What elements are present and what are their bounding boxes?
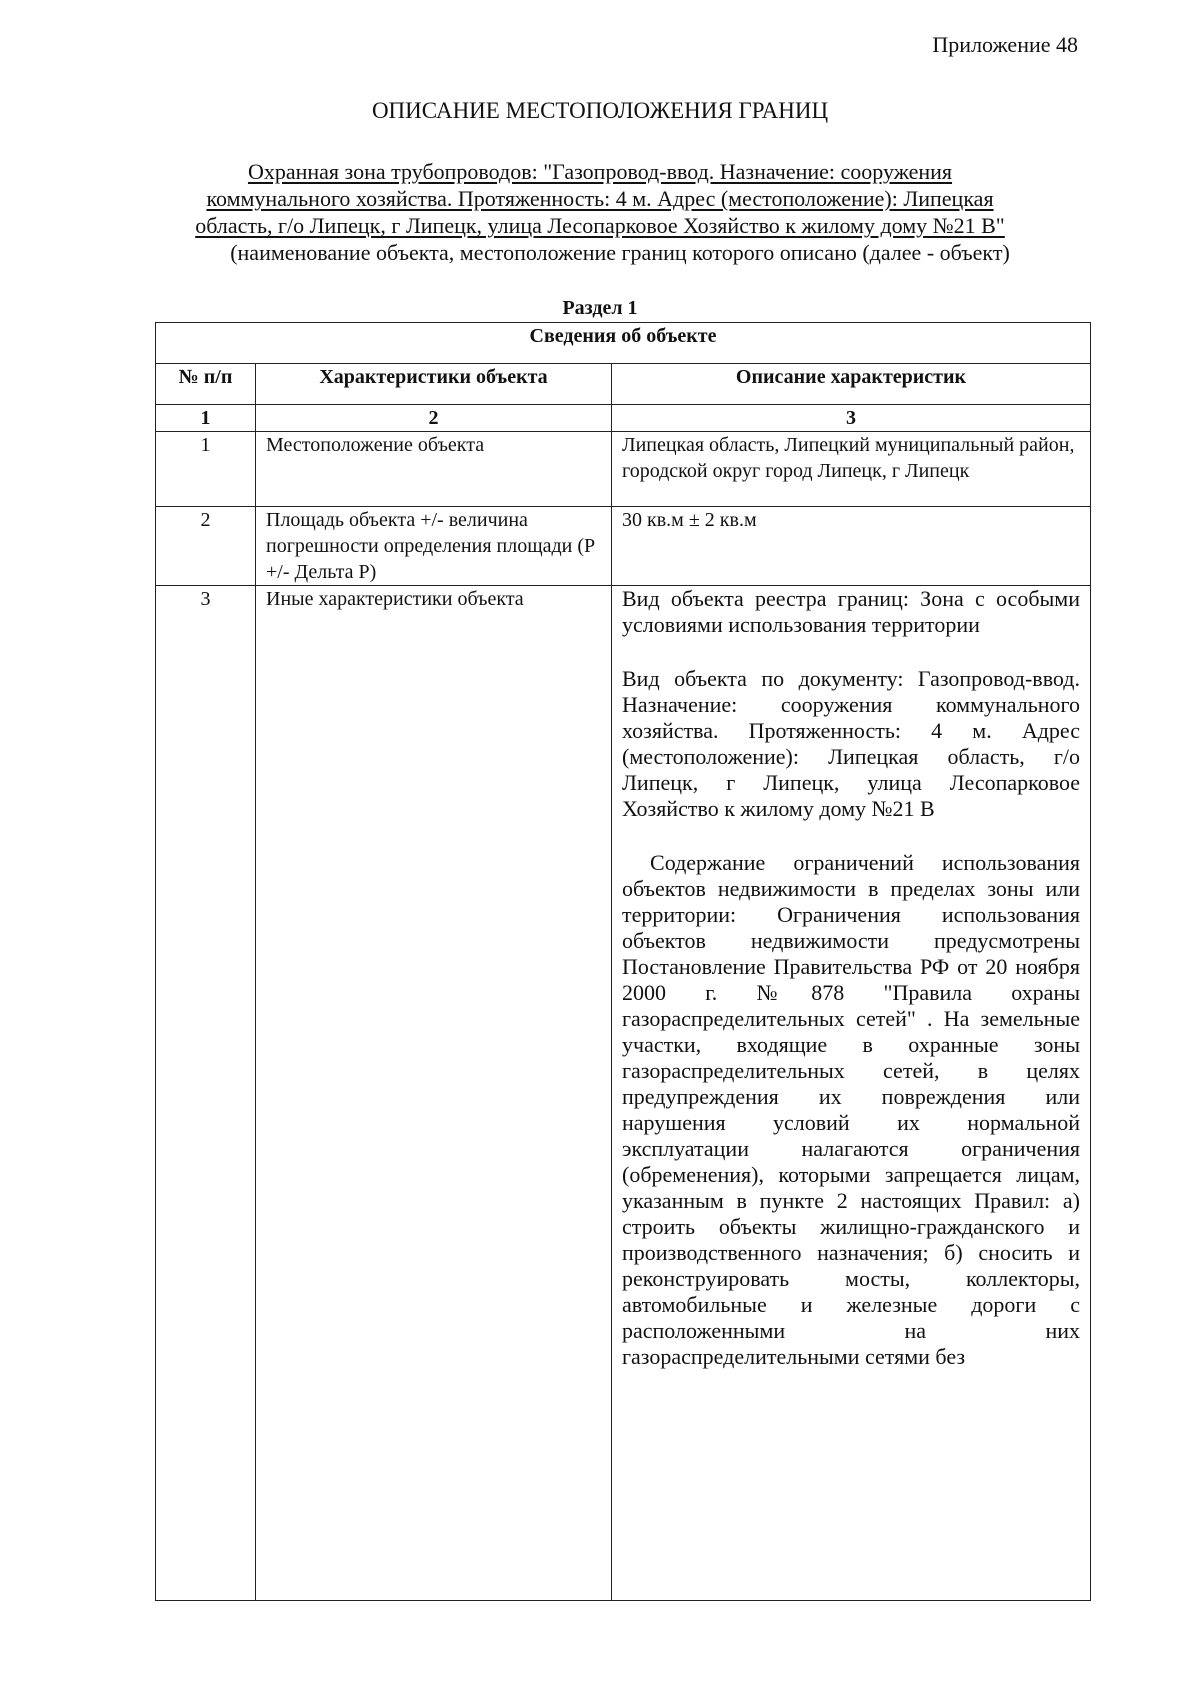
- row-characteristic: Иные характеристики объекта: [256, 586, 612, 1601]
- table-header-row: [156, 364, 1091, 405]
- row-number: 2: [156, 507, 256, 586]
- column-header-characteristic: Характеристики объекта: [256, 364, 612, 405]
- description-paragraph: Вид объекта реестра границ: Зона с особыми условиями использования территории: [622, 586, 1080, 637]
- row-description: Липецкая область, Липецкий муниципальный район, городской округ город Липецк, г Липецк: [612, 432, 1091, 507]
- description-paragraph: Содержание ограничений использования объектов недвижимости в пределах зоны или территории: Ограничения использования объектов недвижимости предусмотрены Постановление Правительства РФ от 20 ноября 2000 г. №878 "Правила охраны газораспределительных сетей" . На земельные участки, входящие в охранные зоны газораспределительных сетей, в целях предупреждения их повреждения или нарушения условий их нормальной эксплуатации налагаются ограничения (обременения), которыми запрещается лицам, указанным в пункте 2 настоящих Правил: а) строить объекты жилищно-гражданского и производственного назначения; б) сносить и реконструировать мосты, коллекторы, автомобильные и железные дороги с расположенными на них газораспределительными сетями без: [622, 850, 1086, 1369]
- object-caption: (наименование объекта, местоположение границ которого описано (далее - объект): [230, 240, 1010, 265]
- row-description: 30 кв.м ± 2 кв.м: [612, 507, 1091, 586]
- object-name-line: Охранная зона трубопроводов: "Газопровод-ввод. Назначение: сооружения: [247, 159, 953, 184]
- object-name: [140, 158, 1060, 239]
- object-name-line: область, г/о Липецк, г Липецк, улица Лесопарковое Хозяйство к жилому дому №21 В": [195, 213, 1005, 238]
- column-number: 1: [156, 405, 256, 432]
- row-number: 1: [156, 432, 256, 507]
- row-characteristic: Площадь объекта +/- величина погрешности определения площади (Р +/- Дельта Р): [256, 507, 612, 586]
- row-description: [612, 586, 1091, 1601]
- table-row: [156, 507, 1091, 586]
- section-title: Раздел 1: [562, 297, 638, 319]
- column-header-number: № п/п: [156, 364, 256, 405]
- column-number: 2: [256, 405, 612, 432]
- table-row: [156, 586, 1091, 1601]
- object-name-line: коммунального хозяйства. Протяженность: 4 м. Адрес (местоположение): Липецкая: [206, 186, 994, 211]
- column-number-row: [156, 405, 1091, 432]
- column-number: 3: [612, 405, 1091, 432]
- column-header-description: Описание характеристик: [612, 364, 1091, 405]
- table-caption: Сведения об объекте: [156, 323, 1091, 364]
- table-row: [156, 432, 1091, 507]
- row-number: 3: [156, 586, 256, 1601]
- description-paragraph: Вид объекта по документу: Газопровод-ввод. Назначение: сооружения коммунального хозяйства. Протяженность: 4 м. Адрес (местоположение): Липецкая область, г/о Липецк, г Липецк, улица Лесопарковое Хозяйство к жилому дому №21 В: [622, 666, 1080, 821]
- table-caption-row: [156, 323, 1091, 364]
- appendix-label: Приложение 48: [932, 32, 1078, 57]
- object-info-table: [155, 322, 1091, 1601]
- row-characteristic: Местоположение объекта: [256, 432, 612, 507]
- document-title: ОПИСАНИЕ МЕСТОПОЛОЖЕНИЯ ГРАНИЦ: [371, 98, 829, 123]
